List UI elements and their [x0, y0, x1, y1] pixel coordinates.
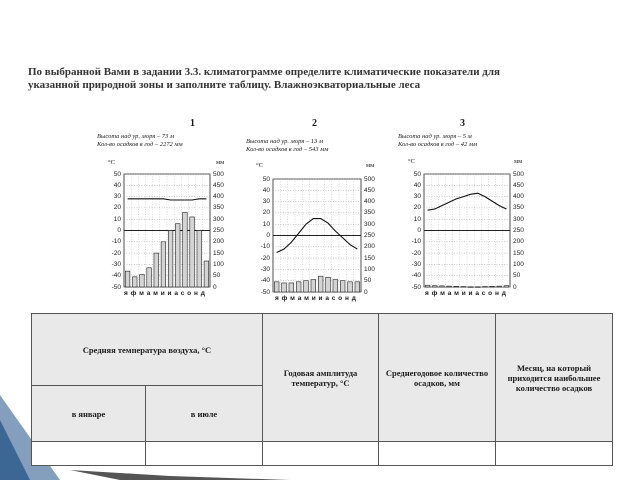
precip-tick-label: 350: [364, 209, 375, 217]
precip-tick-label: 350: [213, 204, 224, 212]
precip-bar-о: [190, 217, 195, 287]
chart-1-months: я ф м а м и и а с о н д: [124, 290, 206, 297]
precip-tick-label: 450: [513, 181, 524, 189]
temp-tick-label: -20: [260, 254, 270, 262]
precip-bar-ф: [282, 283, 287, 292]
temp-tick-label: 40: [262, 186, 270, 194]
precip-bar-ф: [132, 277, 137, 287]
temp-tick-label: -50: [111, 283, 121, 291]
precip-tick-label: 500: [213, 170, 224, 178]
precip-bar-и: [161, 242, 166, 287]
temp-tick-label: -40: [111, 272, 121, 280]
temp-tick-label: 0: [266, 232, 270, 239]
temp-tick-label: -50: [411, 283, 421, 291]
temp-tick-label: 20: [262, 209, 270, 217]
precip-tick-label: 300: [213, 215, 224, 223]
precip-tick-label: 0: [213, 283, 217, 291]
precip-bar-и: [318, 276, 323, 292]
chart-3-precip-total: Кол-во осадков в год – 42 мм: [398, 141, 478, 148]
answer-amplitude-cell[interactable]: [263, 442, 379, 466]
precip-bar-м: [140, 275, 145, 287]
temp-tick-label: 0: [417, 227, 421, 234]
precip-bar-и: [168, 231, 173, 288]
precip-bar-я: [274, 282, 279, 292]
temp-tick-label: 20: [113, 204, 121, 212]
chart-2-info: [246, 138, 328, 154]
precip-bar-а: [296, 282, 301, 292]
precip-tick-label: 50: [213, 272, 221, 280]
chart-3-months: я ф м а м и и а с о н д: [425, 290, 507, 297]
chart-1-precip-unit: мм: [216, 159, 225, 166]
chart-2-plot: [273, 179, 361, 292]
temp-tick-label: 30: [262, 198, 270, 206]
chart-2-precip-unit: мм: [366, 162, 375, 169]
temp-tick-label: 40: [113, 181, 121, 189]
precip-tick-label: 500: [364, 175, 375, 183]
precip-bar-д: [355, 282, 360, 292]
precip-tick-label: 400: [213, 193, 224, 201]
precip-tick-label: 300: [513, 215, 524, 223]
task-heading: [28, 66, 618, 92]
precip-bar-ф: [432, 286, 437, 287]
precip-tick-label: 100: [513, 260, 524, 268]
header-july: в июле: [146, 386, 263, 442]
precip-tick-label: 300: [364, 220, 375, 228]
temp-tick-label: -10: [411, 238, 421, 246]
precip-bar-а: [475, 287, 480, 288]
precip-tick-label: 0: [364, 288, 368, 296]
answer-july-cell[interactable]: [146, 442, 263, 466]
precip-bar-м: [304, 281, 309, 292]
chart-1-number: 1: [190, 118, 195, 129]
precip-bar-и: [461, 287, 466, 288]
chart-1-precip-total: Кол-во осадков в год – 2272 мм: [97, 141, 183, 148]
precip-bar-д: [204, 261, 209, 287]
chart-3-number: 3: [460, 118, 465, 129]
precip-bar-м: [289, 283, 294, 292]
temp-tick-label: 10: [262, 220, 270, 228]
temp-tick-label: -30: [411, 260, 421, 268]
temp-tick-label: 0: [117, 227, 121, 234]
precip-tick-label: 150: [364, 254, 375, 262]
precip-tick-label: 450: [364, 186, 375, 194]
precip-bar-а: [175, 224, 180, 287]
temp-tick-label: -30: [260, 265, 270, 273]
temp-tick-label: 30: [113, 193, 121, 201]
header-january: в январе: [32, 386, 146, 442]
chart-3-temp-unit: °C: [408, 158, 415, 165]
precip-bar-о: [490, 286, 495, 287]
precip-tick-label: 500: [513, 170, 524, 178]
precip-bar-с: [183, 212, 188, 287]
precip-tick-label: 200: [364, 243, 375, 251]
temp-tick-label: -20: [111, 249, 121, 257]
chart-1-temp-unit: °C: [108, 159, 115, 166]
chart-1-info: [97, 133, 183, 149]
precip-bar-я: [125, 271, 130, 287]
temp-tick-label: 30: [413, 193, 421, 201]
precip-bar-а: [326, 277, 331, 292]
precip-bar-и: [311, 280, 316, 292]
answer-precip-cell[interactable]: [379, 442, 496, 466]
precip-tick-label: 400: [513, 193, 524, 201]
task-heading-line2: указанной природной зоны и заполните таблицу. Влажноэкваториальные леса: [28, 79, 421, 91]
precip-bar-о: [340, 281, 345, 292]
precip-bar-с: [483, 287, 488, 288]
temp-tick-label: -10: [111, 238, 121, 246]
precip-bar-м: [154, 253, 159, 287]
temp-tick-label: 20: [413, 204, 421, 212]
temp-tick-label: 40: [413, 181, 421, 189]
temp-tick-label: 50: [262, 175, 270, 183]
precip-tick-label: 350: [513, 204, 524, 212]
chart-3-info: [398, 133, 477, 149]
answer-january-cell[interactable]: [32, 442, 146, 466]
temp-tick-label: -10: [260, 243, 270, 251]
precip-bar-а: [147, 268, 152, 287]
precip-tick-label: 250: [513, 227, 524, 234]
temp-tick-label: -50: [260, 288, 270, 296]
temp-tick-label: 10: [113, 215, 121, 223]
precip-tick-label: 250: [213, 227, 224, 234]
precip-tick-label: 50: [513, 272, 521, 280]
chart-1-plot: [124, 174, 210, 287]
temp-tick-label: 10: [413, 215, 421, 223]
header-avg-temp: Средняя температура воздуха, °С: [32, 314, 263, 386]
chart-3-plot: [424, 174, 510, 287]
chart-2-temp-unit: °C: [256, 162, 263, 169]
chart-2-months: я ф м а м и и а с о н д: [275, 295, 357, 302]
precip-bar-м: [454, 286, 459, 287]
header-annual-precip: Среднегодовое количество осадков, мм: [379, 314, 496, 442]
header-amplitude: Годовая амплитуда температур, °С: [263, 314, 379, 442]
temp-tick-label: -40: [411, 272, 421, 280]
precip-bar-н: [497, 286, 502, 287]
answer-table: [31, 313, 613, 466]
chart-1-altitude: Высота над ур. моря – 73 м: [97, 133, 175, 140]
chart-2-number: 2: [312, 118, 317, 129]
precip-bar-с: [333, 280, 338, 292]
precip-bar-н: [348, 282, 353, 292]
precip-bar-а: [447, 286, 452, 287]
precip-bar-м: [440, 286, 445, 287]
precip-bar-и: [468, 287, 473, 288]
chart-3-precip-unit: мм: [514, 158, 523, 165]
precip-tick-label: 450: [213, 181, 224, 189]
temp-tick-label: -30: [111, 260, 121, 268]
answer-max-month-cell[interactable]: [496, 442, 613, 466]
temp-tick-label: -40: [260, 277, 270, 285]
precip-tick-label: 250: [364, 232, 375, 239]
chart-2-altitude: Высота над ур. моря – 13 м: [246, 138, 324, 145]
precip-tick-label: 150: [513, 249, 524, 257]
precip-tick-label: 50: [364, 277, 372, 285]
precip-bar-д: [504, 286, 509, 287]
temp-tick-label: 50: [113, 170, 121, 178]
precip-bar-н: [197, 231, 202, 288]
chart-2-precip-total: Кол-во осадков в год – 543 мм: [246, 146, 329, 153]
header-max-precip-month: Месяц, на который приходится наибольшее количество осадков: [496, 314, 613, 442]
precip-tick-label: 100: [364, 265, 375, 273]
precip-tick-label: 0: [513, 283, 517, 291]
temp-tick-label: -20: [411, 249, 421, 257]
precip-bar-я: [425, 285, 430, 287]
precip-tick-label: 200: [213, 238, 224, 246]
precip-tick-label: 400: [364, 198, 375, 206]
chart-3-altitude: Высота над ур. моря – 5 м: [398, 133, 472, 140]
task-heading-line1: По выбранной Вами в задании 3.3. климатограмме определите климатические показатели для: [28, 66, 500, 78]
precip-tick-label: 200: [513, 238, 524, 246]
precip-tick-label: 100: [213, 260, 224, 268]
precip-tick-label: 150: [213, 249, 224, 257]
temp-tick-label: 50: [413, 170, 421, 178]
